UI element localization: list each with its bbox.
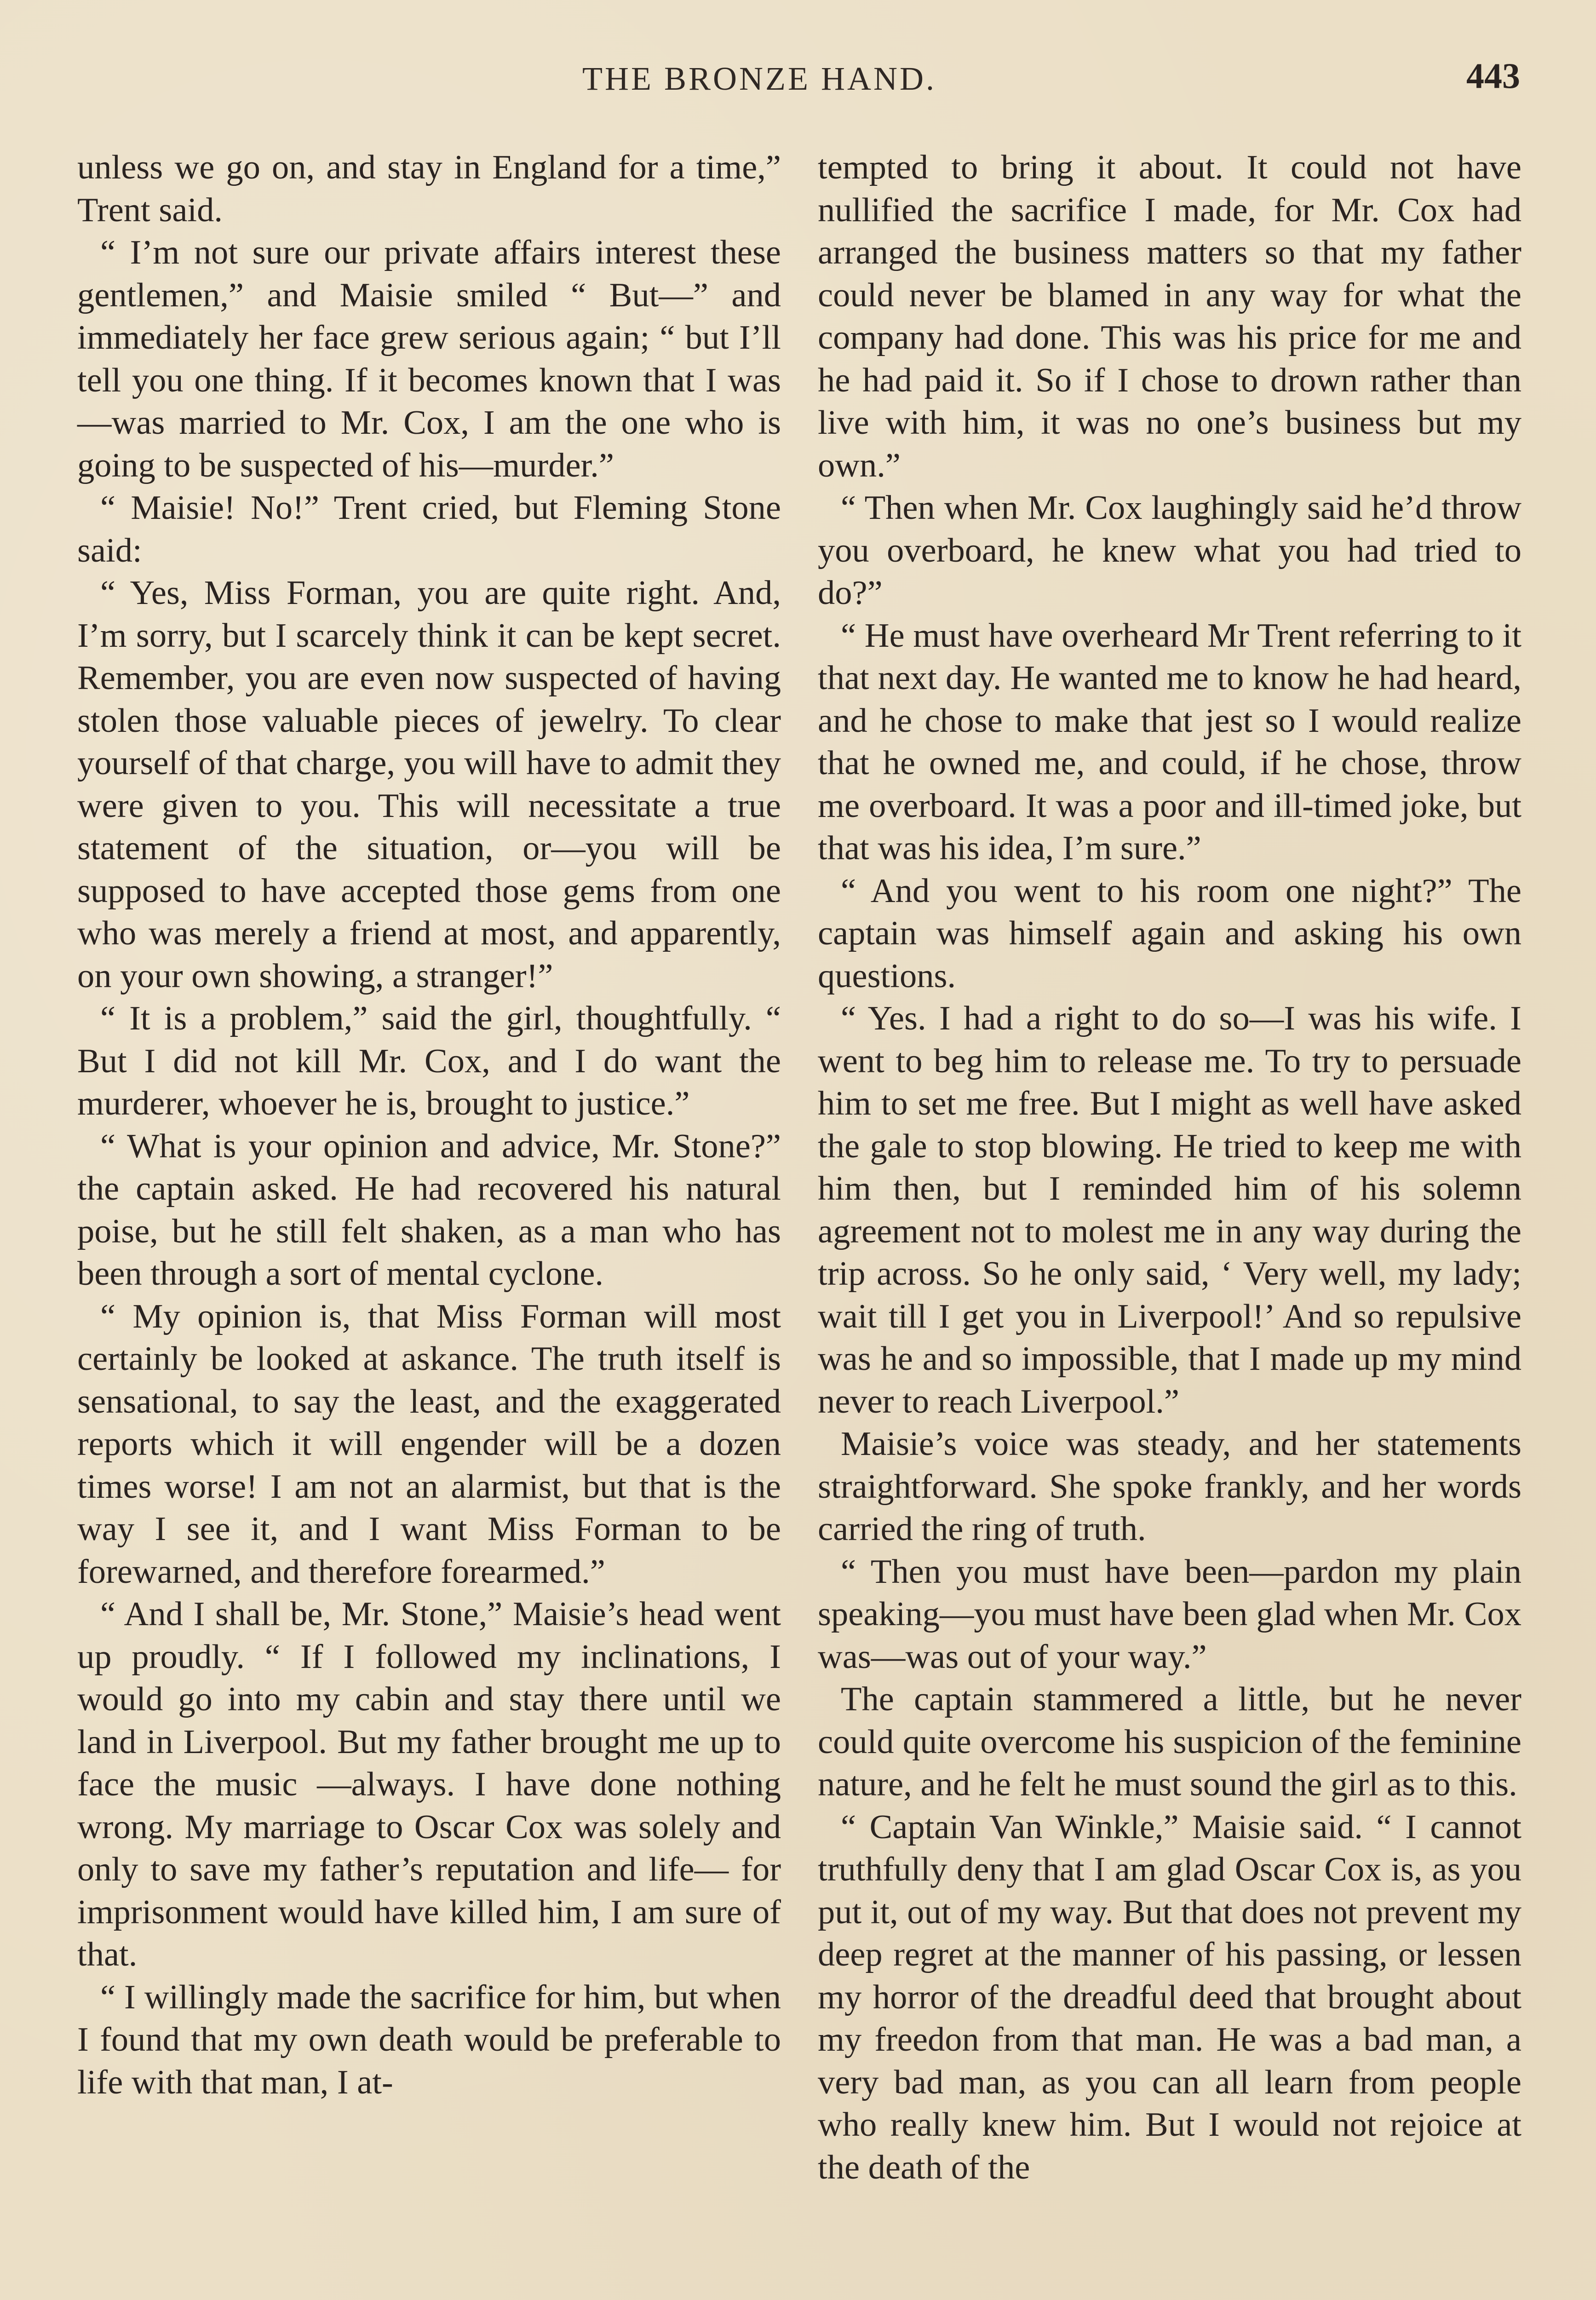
- paragraph: “ Yes, Miss Forman, you are quite right. And, I’m sorry, but I scarcely think it can be kept secret. Remember, you are even now suspected of having stolen those valuable pieces of jewelry. To clear yourself of that charge, you will have to admit they were given to you. This will necessitate a true statement of the situation, or—you will be supposed to have accepted those gems from one who was merely a friend at most, and apparently, on your own showing, a stranger!”: [77, 574, 781, 995]
- paragraph: “ Yes. I had a right to do so—I was his wife. I went to beg him to release me. To try to persuade him to set me free. But I might as well have asked the gale to stop blowing. He tried to keep me with him then, but I reminded him of his solemn agreement not to molest me in any way during the trip across. So he only said, ‘ Very well, my lady; wait till I get you in Liverpool!’ And so repulsive was he and so impossible, that I made up my mind never to reach Liverpool.”: [818, 1000, 1521, 1420]
- paragraph: “ And I shall be, Mr. Stone,” Maisie’s head went up proudly. “ If I followed my inclinations, I would go into my cabin and stay there until we land in Liverpool. But my father brought me up to face the music —always. I have done nothing wrong. My marriage to Oscar Cox was solely and only to save my father’s reputation and life— for imprisonment would have killed him, I am sure of that.: [77, 1595, 781, 1973]
- paragraph: “ Captain Van Winkle,” Maisie said. “ I cannot truthfully deny that I am glad Oscar Cox is, as you put it, out of my way. But that does not prevent my deep regret at the manner of his passing, or lessen my horror of the dreadful deed that brought about my freedon from that man. He was a bad man, a very bad man, as you can all learn from people who really knew him. But I would not rejoice at the death of the: [818, 1808, 1521, 2186]
- paragraph: “ I willingly made the sacrifice for him, but when I found that my own death would be preferable to life with that man, I at-: [77, 1978, 781, 2101]
- paragraph: tempted to bring it about. It could not have nullified the sacrifice I made, for Mr. Cox had arranged the business matters so that my father could never be blamed in any way for what the company had done. This was his price for me and he had paid it. So if I chose to drown rather than live with him, it was no one’s business but my own.”: [818, 149, 1521, 484]
- right-column: [818, 146, 1521, 2189]
- page-number: 443: [1466, 56, 1520, 96]
- paragraph: “ Then you must have been—pardon my plain speaking—you must have been glad when Mr. Cox was—was out of your way.”: [818, 1552, 1521, 1676]
- left-column: [77, 146, 781, 2104]
- paragraph: “ Maisie! No!” Trent cried, but Fleming Stone said:: [77, 489, 781, 569]
- paragraph: “ What is your opinion and advice, Mr. Stone?” the captain asked. He had recovered his natural poise, but he still felt shaken, as a man who has been through a sort of mental cyclone.: [77, 1127, 781, 1293]
- paragraph: unless we go on, and stay in England for a time,” Trent said.: [77, 149, 781, 229]
- paragraph: Maisie’s voice was steady, and her statements straightforward. She spoke frankly, and her words carried the ring of truth.: [818, 1425, 1521, 1548]
- paragraph: “ I’m not sure our private affairs interest these gentlemen,” and Maisie smiled “ But—” and immediately her face grew serious again; “ but I’ll tell you one thing. If it becomes known that I was—was married to Mr. Cox, I am the one who is going to be suspected of his—murder.”: [77, 234, 781, 484]
- paragraph: “ It is a problem,” said the girl, thoughtfully. “ But I did not kill Mr. Cox, and I do want the murderer, whoever he is, brought to justice.”: [77, 1000, 781, 1122]
- paragraph: “ He must have overheard Mr Trent referring to it that next day. He wanted me to know he had heard, and he chose to make that jest so I would realize that he owned me, and could, if he chose, throw me overboard. It was a poor and ill-timed joke, but that was his idea, I’m sure.”: [818, 616, 1521, 867]
- paragraph: “ Then when Mr. Cox laughingly said he’d throw you overboard, he knew what you had tried to do?”: [818, 489, 1521, 612]
- running-title: THE BRONZE HAND.: [582, 60, 936, 97]
- paragraph: The captain stammered a little, but he never could quite overcome his suspicion of the feminine nature, and he felt he must sound the girl as to this.: [818, 1680, 1521, 1803]
- paragraph: “ My opinion is, that Miss Forman will most certainly be looked at askance. The truth itself is sensational, to say the least, and the exaggerated reports which it will engender will be a dozen times worse! I am not an alarmist, but that is the way I see it, and I want Miss Forman to be forewarned, and therefore forearmed.”: [77, 1297, 781, 1591]
- paragraph: “ And you went to his room one night?” The captain was himself again and asking his own questions.: [818, 872, 1521, 995]
